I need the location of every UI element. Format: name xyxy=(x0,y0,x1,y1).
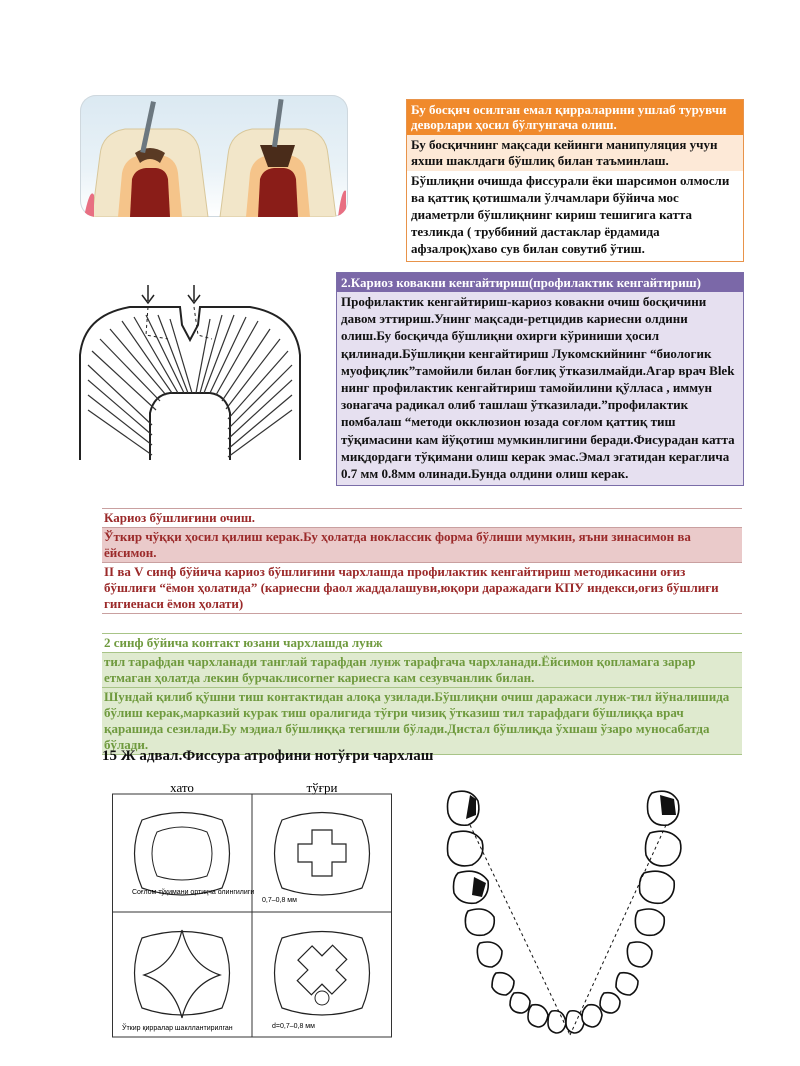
prophylactic-expansion-header: 2.Кариоз ковакни кенгайтириш(профилактик кенгайтириш) xyxy=(337,273,743,292)
cavity-opening-title: Кариоз бўшлиғини очиш. xyxy=(102,508,742,528)
prophylactic-expansion-body: Профилактик кенгайтириш-кариоз ковакни очиш босқичини давом эттириш.Унинг мақсади-ретцидив кариесни олдини олиш.Бу босқичда бўшлиқни охирги кўриниши ҳосил қилинади.Бўшлиқни кенгайтириш Лукомскийнинг “биологик муофиқлик”тамойили билан боғлиқ ўтказилмайди.Агар врач Blek нинг профилактик кенгайтириш тамойилини қўлласа , иммун зонагача радикал олиб ташлаш ўтказилади.”профилактик помбалаш “методи окклюзион юзада соғлом қаттиқ тиш тўқимасини кам йўқотиш мумкинлигини беради.Фисурадан катта миқдордаги тўқимани олиш керак эмас.Эмал эгатидан кераглича 0.7 мм 0.8мм олинади.Бунда олдини олиш керак. xyxy=(341,294,735,482)
enamel-prism-lines xyxy=(88,315,292,457)
enamel-prism-drawing xyxy=(70,285,320,460)
cavity-opening-section xyxy=(102,508,742,614)
cavity-opening-line-2: Ўткир чўққи ҳосил қилиш керак.Бу ҳолатда ноклассик форма бўлиши мумкин, яъни зинасимон ва ёйсимон. xyxy=(102,528,742,563)
dental-arch-teeth xyxy=(448,791,681,1033)
stage-info-header: Бу босқич осилган емал қирраларини ушлаб турувчи деворлари ҳосил бўлгунгача олиш. xyxy=(407,100,743,135)
caption-sharp: Ўткир қирралар шакллантирилган xyxy=(122,1025,233,1032)
stage-info-body: Бўшлиқни очишда фиссурали ёки шарсимон олмосли ва қаттиқ қотишмали ўлчамлари бўйича мос диаметрли бўшлиқнинг кириш тешигига катта тезликда ( труббиний дастаклар ёрдамида афзалроқ)хаво сув билан совутиб ўтиш. xyxy=(411,173,730,256)
fissure-comparison-figure xyxy=(112,780,392,1038)
label-right: тўғри xyxy=(306,780,338,795)
dental-arch-figure xyxy=(430,785,700,1050)
tooth-right-illustration xyxy=(220,99,346,217)
prophylactic-expansion-box xyxy=(336,272,744,486)
label-wrong: хато xyxy=(170,780,194,795)
caption-healthy: Соғлом тўқимани ортиқча олингилиги xyxy=(132,889,255,896)
tooth-preparation-photo xyxy=(80,95,348,217)
measure-1: 0,7–0,8 мм xyxy=(262,897,297,904)
stage-info-subheader: Бу босқичнинг мақсади кейинги манипуляция учун яхши шаклдаги бўшлиқ билан таъминлаш. xyxy=(407,135,743,171)
stage-info-box xyxy=(406,99,744,262)
class2-contact-title: 2 синф бўйича контакт юзани чархлашда лунж xyxy=(102,633,742,653)
measure-2: d=0,7–0,8 мм xyxy=(272,1023,315,1030)
cavity-opening-line-3: II ва V синф бўйича кариоз бўшлиғини чархлашда профилактик кенгайтириш методикасини оғиз бўшлиғи “ёмон ҳолатида” (кариесни фаол жаддалашуви,юқори даражадаги КПУ индекси,оғиз бўшлиғи гигиенаси ёмон ҳолати) xyxy=(102,563,742,614)
class2-contact-line-3: Шундай қилиб қўшни тиш контактидан алоқа узилади.Бўшлиқни очиш даражаси лунж-тил йўналишида бўлиш керак,марказий курак тиш оралигида тўғри чизиқ ўтказиш тил тарафдаги бўшлиққа врач қарашида сезилади.Бу мэдиал бўшлиққа тегишли бўлади.Дистал бўшлиқда ўхшаш ўзаро муносабатда бўлади. xyxy=(102,688,742,755)
tooth-left-illustration xyxy=(84,101,208,217)
table-title: 15 Ж адвал.Фиссура атрофини нотўғри чархлаш xyxy=(102,748,434,764)
class2-contact-line-2: тил тарафдан чархланади танглай тарафдан лунж тарафгача чархланади.Ёйсимон қопламага зарар етмаган ҳолатда лекин бурчаклиcorner кариесга кам сезувчанлик билан. xyxy=(102,653,742,688)
class2-contact-section xyxy=(102,633,742,755)
